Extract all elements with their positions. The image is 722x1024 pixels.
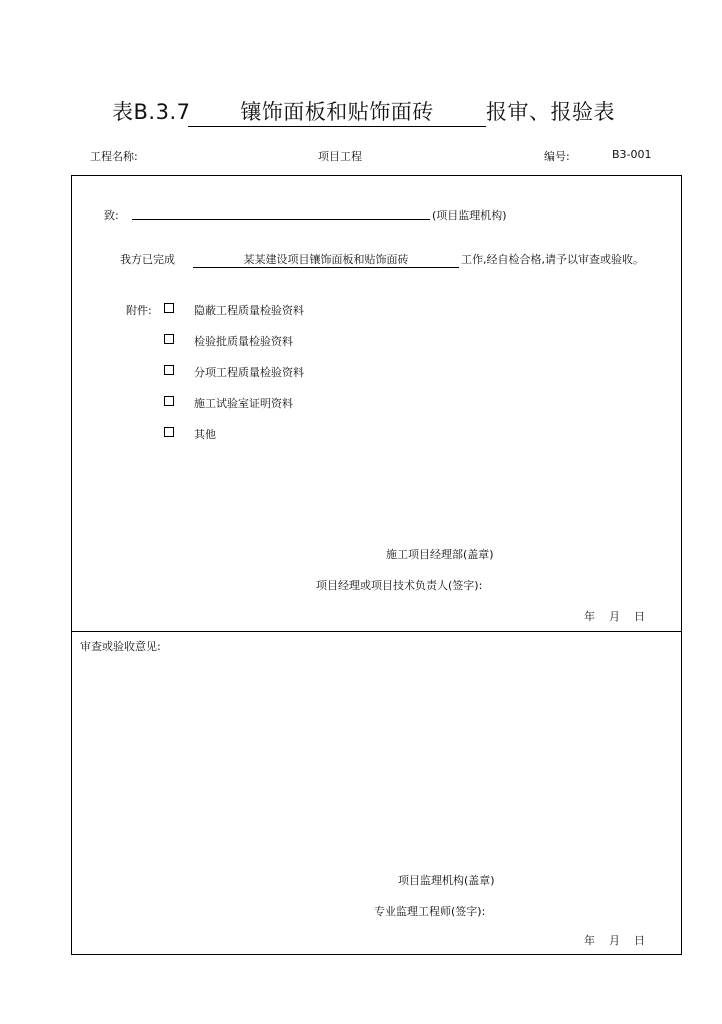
attachment-checkbox[interactable]: [164, 303, 174, 313]
form-subject: 镶饰面板和贴饰面砖: [188, 96, 486, 127]
form-title-suffix: 报审、报验表: [486, 100, 615, 124]
completed-label: 我方已完成: [120, 253, 175, 266]
attachment-label: 分项工程质量检验资料: [194, 366, 304, 379]
attachment-label: 其他: [194, 428, 216, 441]
attachment-checkbox[interactable]: [164, 427, 174, 437]
attachment-label: 检验批质量检验资料: [194, 335, 293, 348]
supervisor-date: 年 月 日: [584, 934, 645, 947]
submission-section: [71, 175, 682, 632]
contractor-date: 年 月 日: [584, 610, 645, 623]
contractor-seal-label: 施工项目经理部(盖章): [386, 548, 494, 561]
attachment-checkbox[interactable]: [164, 334, 174, 344]
completed-work-field[interactable]: 某某建设项目镶饰面板和贴饰面砖: [193, 251, 459, 268]
number-label: 编号:: [544, 150, 570, 163]
completed-suffix: 工作,经自检合格,请予以审查或验收。: [461, 253, 644, 266]
attachment-checkbox[interactable]: [164, 396, 174, 406]
supervisor-seal-label: 项目监理机构(盖章): [398, 874, 495, 887]
project-name-value: 项目工程: [318, 150, 362, 163]
contractor-signature-label: 项目经理或项目技术负责人(签字):: [316, 579, 483, 592]
attachment-checkbox[interactable]: [164, 365, 174, 375]
attachment-label: 隐蔽工程质量检验资料: [194, 304, 304, 317]
number-value: B3-001: [612, 148, 652, 161]
to-label: 致:: [104, 209, 119, 222]
form-code: 表B.3.7: [112, 100, 191, 124]
to-suffix: (项目监理机构): [432, 209, 507, 222]
attachments-label: 附件:: [126, 304, 152, 317]
to-recipient-field[interactable]: [132, 219, 430, 220]
review-opinion-label: 审查或验收意见:: [80, 640, 161, 653]
form-title: [112, 96, 615, 127]
supervisor-signature-label: 专业监理工程师(签字):: [374, 905, 486, 918]
project-name-label: 工程名称:: [90, 150, 138, 163]
attachment-label: 施工试验室证明资料: [194, 397, 293, 410]
